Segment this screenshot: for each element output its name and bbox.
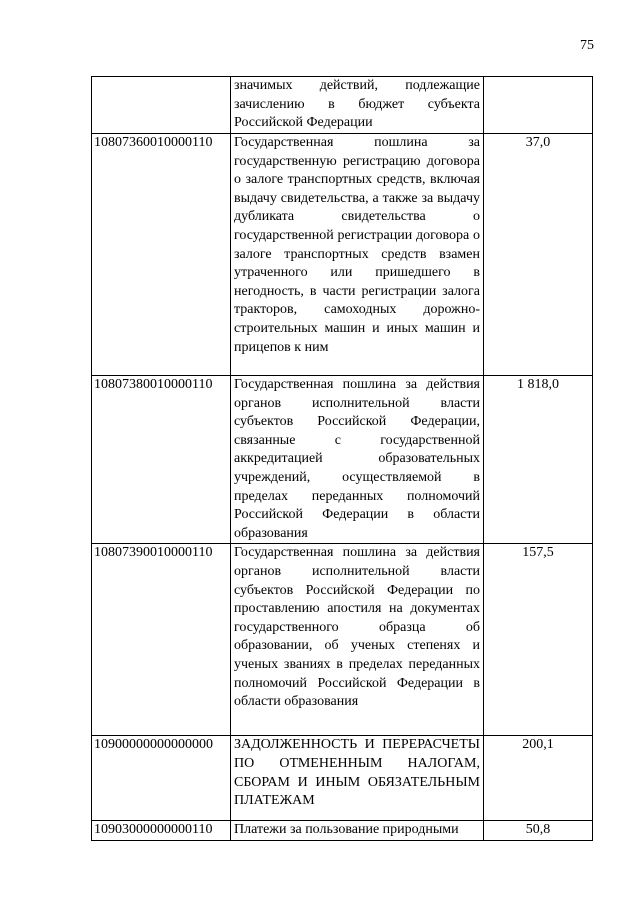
revenue-code-cell: 10807380010000110 bbox=[92, 376, 231, 544]
table-row bbox=[92, 736, 593, 821]
table-row bbox=[92, 77, 593, 134]
amount-cell: 50,8 bbox=[484, 821, 593, 841]
revenue-code-cell: 10807360010000110 bbox=[92, 134, 231, 376]
revenue-code-cell bbox=[92, 77, 231, 134]
revenue-code-cell: 10903000000000110 bbox=[92, 821, 231, 841]
revenue-code-cell: 10807390010000110 bbox=[92, 544, 231, 736]
amount-cell: 200,1 bbox=[484, 736, 593, 821]
amount-cell: 157,5 bbox=[484, 544, 593, 736]
amount-cell bbox=[484, 77, 593, 134]
table-row bbox=[92, 821, 593, 841]
revenue-name-cell: значимых действий, подлежащие зачислению в бюджет субъекта Российской Федерации bbox=[231, 77, 484, 134]
budget-revenue-table bbox=[91, 76, 593, 841]
revenue-name-cell: Государственная пошлина за действия органов исполнительной власти субъектов Российской Федерации по проставлению апостиля на документах государственного образца об образовании, об ученых степенях и ученых званиях в пределах переданных полномочий Российской Федерации в области образования bbox=[231, 544, 484, 736]
table-row bbox=[92, 376, 593, 544]
revenue-name-cell: ЗАДОЛЖЕННОСТЬ И ПЕРЕРАСЧЕТЫ ПО ОТМЕНЕННЫМ НАЛОГАМ, СБОРАМ И ИНЫМ ОБЯЗАТЕЛЬНЫМ ПЛАТЕЖАМ bbox=[231, 736, 484, 821]
amount-cell: 1 818,0 bbox=[484, 376, 593, 544]
revenue-name-cell: Государственная пошлина за государственную регистрацию договора о залоге транспортных средств, включая выдачу свидетельства, а также за выдачу дубликата свидетельства о государственной регистрации договора о залоге транспортных средств взамен утраченного или пришедшего в негодность, в части регистрации залога тракторов, самоходных дорожно-строительных машин и иных машин и прицепов к ним bbox=[231, 134, 484, 376]
amount-cell: 37,0 bbox=[484, 134, 593, 376]
revenue-code-cell: 10900000000000000 bbox=[92, 736, 231, 821]
revenue-name-cell: Платежи за пользование природными bbox=[231, 821, 484, 841]
table-row bbox=[92, 544, 593, 736]
page-number: 75 bbox=[580, 38, 594, 53]
table-row bbox=[92, 134, 593, 376]
revenue-name-cell: Государственная пошлина за действия органов исполнительной власти субъектов Российской Федерации, связанные с государственной аккредитацией образовательных учреждений, осуществляемой в пределах переданных полномочий Российской Федерации в области образования bbox=[231, 376, 484, 544]
